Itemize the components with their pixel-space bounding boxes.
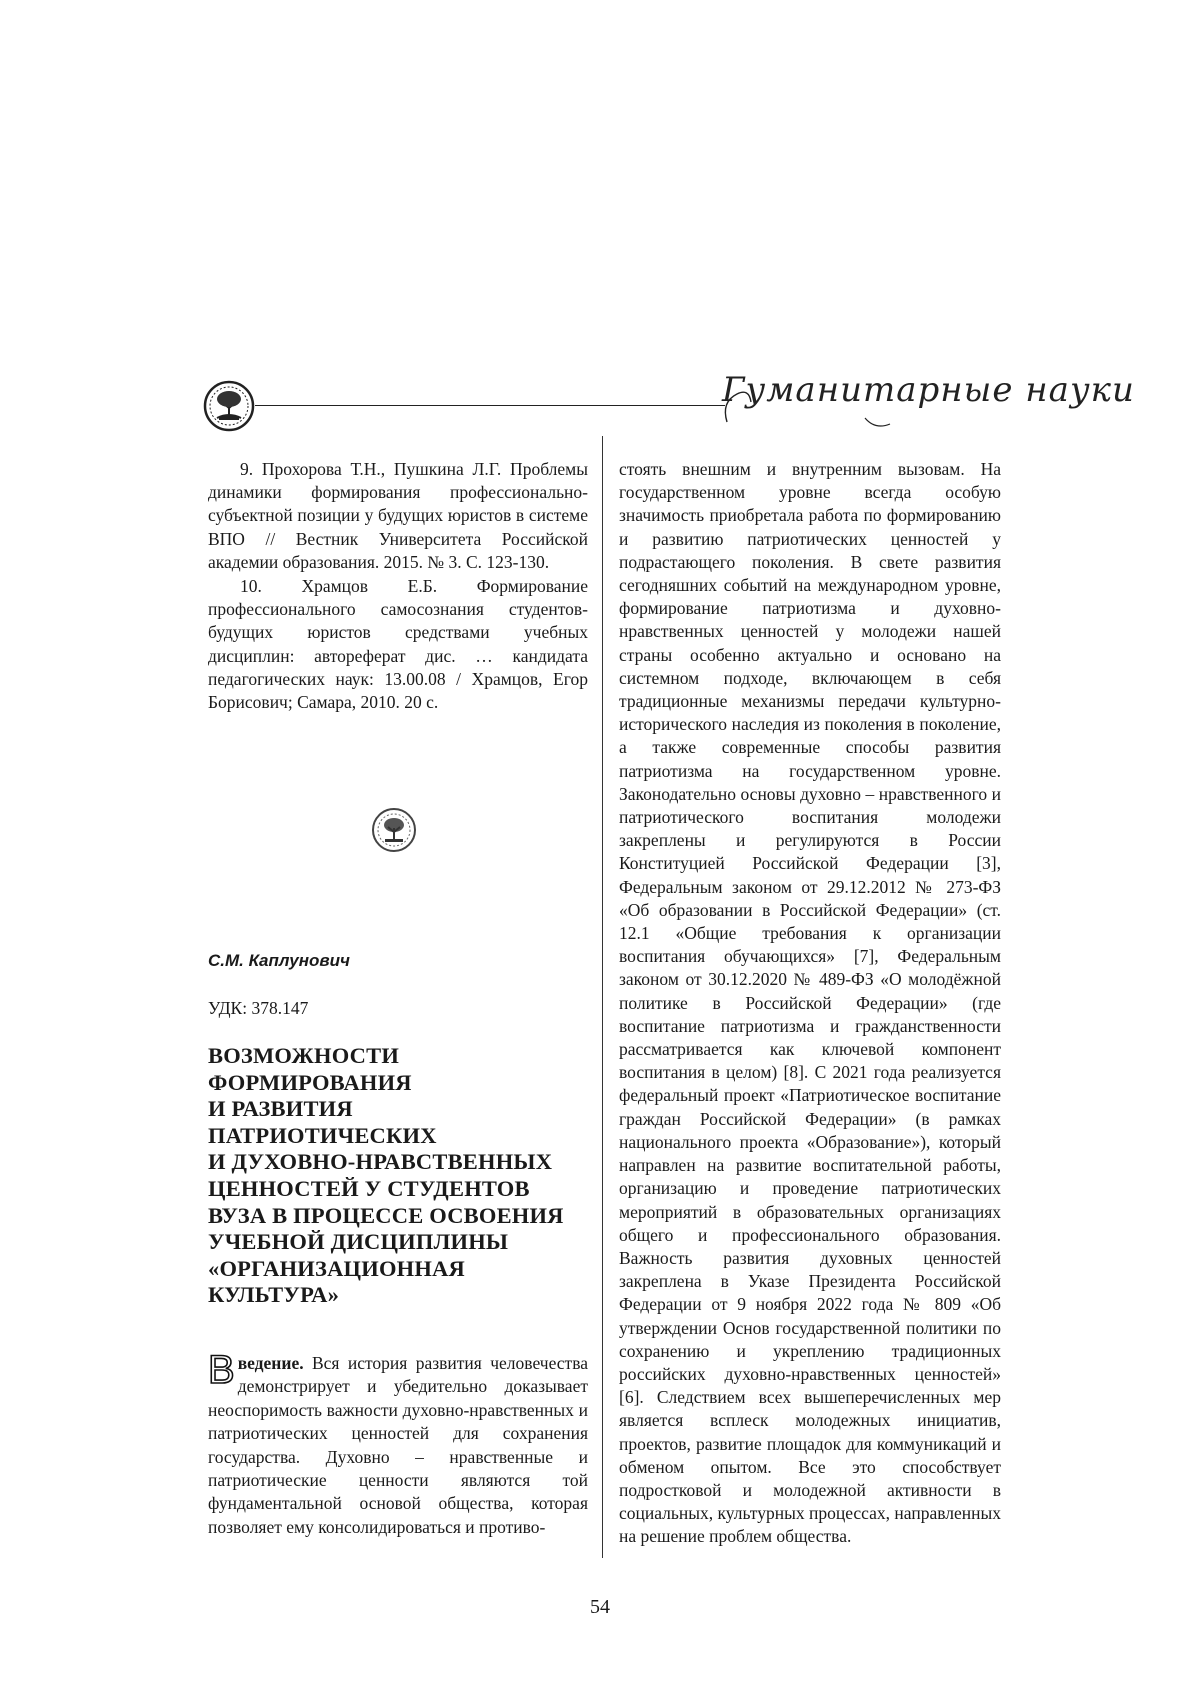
body-text-column [619, 458, 1001, 1549]
reference-item: 9. Прохорова Т.Н., Пушкина Л.Г. Проблемы динамики формирования профессионально-субъектной позиции у будущих юристов в системе ВПО // Вестник Университета Российской академии образования. 2015. № 3. С. 123-130. [208, 459, 588, 572]
title-line: И РАЗВИТИЯ [208, 1096, 353, 1122]
journal-ornament-icon [371, 807, 417, 853]
intro-label: ведение. [237, 1353, 304, 1373]
reference-item: 10. Храмцов Е.Б. Формирование профессионального самосознания студентов-будущих юристов средствами учебных дисциплин: автореферат дис. … кандидата педагогических наук: 13.00.08 / Храмцов, Егор Борисович; Самара, 2010. 20 с. [208, 576, 588, 713]
references-list [208, 458, 588, 715]
body-paragraph: стоять внешним и внутренним вызовам. На государственном уровне всегда особую значимость приобретала работа по формированию и развитию патриотических ценностей у подрастающего поколения. В свете развития сегодняшних событий на международном уровне, формирование патриотизма и духовно-нравственных ценностей у молодежи нашей страны особенно актуально и основано на системном подходе, включающем в себя традиционные механизмы передачи культурно-исторического наследия из поколения в поколение, а также современные способы развития патриотизма на государственном уровне. Законодательно основы духовно – нравственного и патриотического воспитания молодежи закреплены и регулируются в России Конституцией Российской Федерации [3], Федеральным законом от 29.12.2012 № 273-ФЗ «Об образовании в Российской Федерации» (ст. 12.1 «Общие требования к организации воспитания обучающихся» [7], Федеральным законом от 30.12.2020 № 489-ФЗ «О молодёжной политике в Российской Федерации» (где воспитание патриотизма и гражданственности рассматривается как ключевой компонент воспитания в целом) [8]. С 2021 года реализуется федеральный проект «Патриотическое воспитание граждан Российской Федерации» (в рамках национального проекта «Образование»), который направлен на развитие воспитательной работы, организацию и проведение патриотических мероприятий в образовательных организациях общего и профессионального образования. Важность развития духовных ценностей закреплена в Указе Президента Российской Федерации от 9 ноября 2022 года № 809 «Об утверждении Основ государственной политики по сохранению и укреплению традиционных российских духовно-нравственных ценностей» [6]. Следствием всех вышеперечисленных мер является всплеск молодежных инициатив, проектов, развитие площадок для коммуникаций и обменом опытом. Все это способствует подростковой и молодежной активности в социальных, культурных процессах, направленных на решение проблем общества. [619, 459, 1001, 1547]
title-line: ВОЗМОЖНОСТИ [208, 1043, 400, 1068]
title-line: ФОРМИРОВАНИЯ [208, 1069, 412, 1095]
journal-logo-icon [203, 380, 255, 432]
intro-paragraph [208, 1348, 588, 1539]
article-title [208, 1043, 598, 1309]
section-title: Гуманитарные науки [722, 370, 1135, 410]
title-line: УЧЕБНОЙ ДИСЦИПЛИНЫ [208, 1229, 509, 1255]
title-line: «ОРГАНИЗАЦИОННАЯ [208, 1255, 465, 1281]
title-line: ВУЗА В ПРОЦЕССЕ ОСВОЕНИЯ [208, 1202, 564, 1228]
title-line: ПАТРИОТИЧЕСКИХ [208, 1122, 437, 1148]
article-author: С.М. Каплунович [208, 951, 350, 970]
header-rule [255, 405, 725, 406]
intro-text: Вся история развития человечества демонстрирует и убедительно доказывает неоспоримость важности духовно-нравственных и патриотических ценностей для сохранения государства. Духовно – нравственные и патриотические ценности являются той фундаментальной основой общества, которая позволяет ему консолидироваться и противо- [208, 1353, 588, 1537]
column-divider [602, 436, 603, 1558]
drop-cap: В [208, 1348, 235, 1392]
udc-code: УДК: 378.147 [208, 998, 309, 1018]
title-line: ЦЕННОСТЕЙ У СТУДЕНТОВ [208, 1175, 530, 1201]
title-line: КУЛЬТУРА» [208, 1282, 340, 1308]
title-line: И ДУХОВНО-НРАВСТВЕННЫХ [208, 1149, 553, 1175]
page-number: 54 [590, 1596, 610, 1618]
